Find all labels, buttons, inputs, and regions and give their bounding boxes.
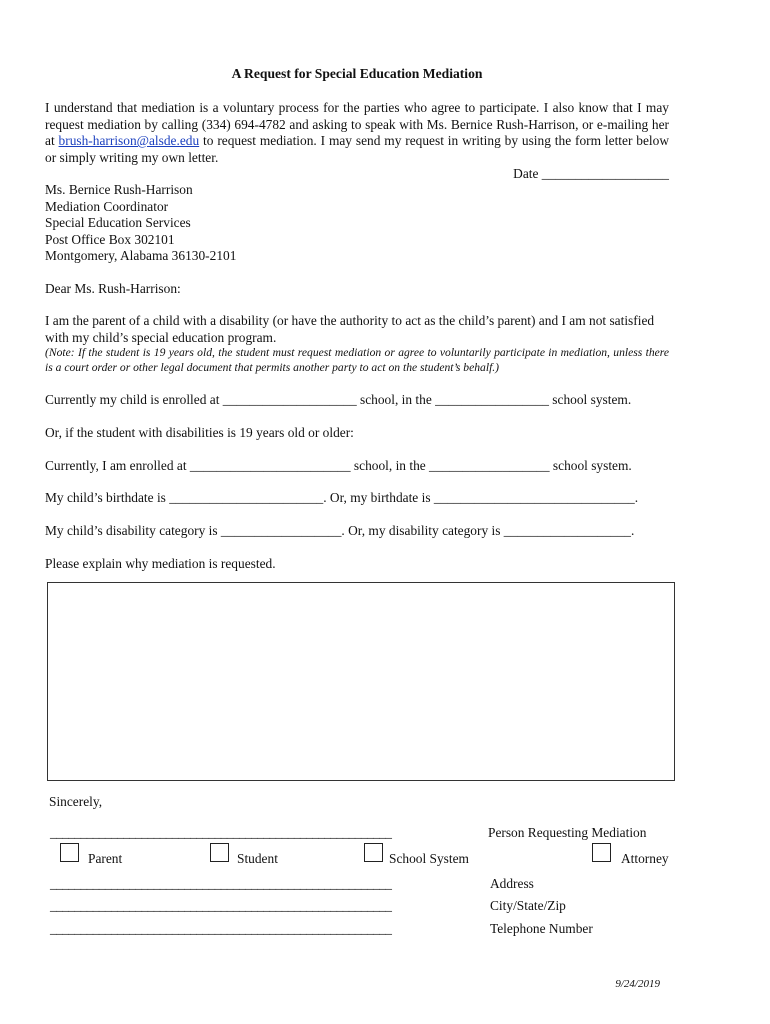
parent-checkbox[interactable] <box>60 843 79 862</box>
telephone-label: Telephone Number <box>490 921 593 936</box>
address-line-3: Special Education Services <box>45 215 191 231</box>
enrolled-child-line[interactable]: Currently my child is enrolled at ____________________ school, in the _________________ school system. <box>45 392 632 407</box>
address-line-2: Mediation Coordinator <box>45 198 169 214</box>
parent-checkbox-label: Parent <box>88 851 123 866</box>
school-system-checkbox[interactable] <box>364 843 383 862</box>
parent-statement: I am the parent of a child with a disability (or have the authority to act as the child’s parent) and I am not satisfied with my child’s special education program. <box>45 313 655 345</box>
address-line-1: Ms. Bernice Rush-Harrison <box>45 182 193 197</box>
city-state-zip-label: City/State/Zip <box>490 898 566 913</box>
student-note: (Note: If the student is 19 years old, the student must request mediation or agree to voluntarily participate in mediation, unless there is a court order or other legal document that permits another party to act on the student’s behalf.) <box>45 346 669 374</box>
school-system-checkbox-label: School System <box>389 851 469 866</box>
intro-text-1: I understand that mediation is a voluntary process for the parties who agree to participate. I also know that I may request mediation by calling (334) 694-4782 and asking to speak with Ms. Bernice Rush-Harrison, or e-mailing her at <box>45 100 669 149</box>
telephone-entry-line[interactable]: ________________________________________________________ <box>50 921 392 936</box>
salutation: Dear Ms. Rush-Harrison: <box>45 281 181 296</box>
explain-prompt: Please explain why mediation is requested. <box>45 556 276 571</box>
student-checkbox-label: Student <box>237 851 278 866</box>
student-checkbox[interactable] <box>210 843 229 862</box>
person-requesting-label: Person Requesting Mediation <box>488 825 647 840</box>
sincerely-closing: Sincerely, <box>49 794 103 809</box>
enrolled-self-line[interactable]: Currently, I am enrolled at ________________________ school, in the __________________ school system. <box>45 458 632 473</box>
disability-line[interactable]: My child’s disability category is __________________. Or, my disability category is ___________________. <box>45 523 635 538</box>
attorney-checkbox-label: Attorney <box>621 851 669 866</box>
city-state-zip-entry-line[interactable]: ________________________________________________________ <box>50 898 392 913</box>
mediation-reason-textbox[interactable] <box>47 582 675 781</box>
attorney-checkbox[interactable] <box>592 843 611 862</box>
address-line-4: Post Office Box 302101 <box>45 231 175 247</box>
signature-line[interactable]: ________________________________________________________ <box>50 825 392 840</box>
intro-paragraph <box>45 100 669 166</box>
address-label: Address <box>490 876 534 891</box>
email-link[interactable]: brush-harrison@alsde.edu <box>58 133 200 149</box>
date-field[interactable]: Date ___________________ <box>513 166 669 181</box>
birthdate-line[interactable]: My child’s birthdate is _______________________. Or, my birthdate is ______________________________. <box>45 490 639 505</box>
intro-text-2: to request mediation. I may send my request in writing by using the form letter below or simply writing my own letter. <box>45 133 670 165</box>
address-line-5: Montgomery, Alabama 36130-2101 <box>45 248 237 264</box>
document-title: A Request for Special Education Mediation <box>231 66 483 81</box>
revision-date: 9/24/2019 <box>615 978 660 990</box>
or-student-line: Or, if the student with disabilities is 19 years old or older: <box>45 425 354 440</box>
address-entry-line[interactable]: ________________________________________________________ <box>50 876 392 891</box>
